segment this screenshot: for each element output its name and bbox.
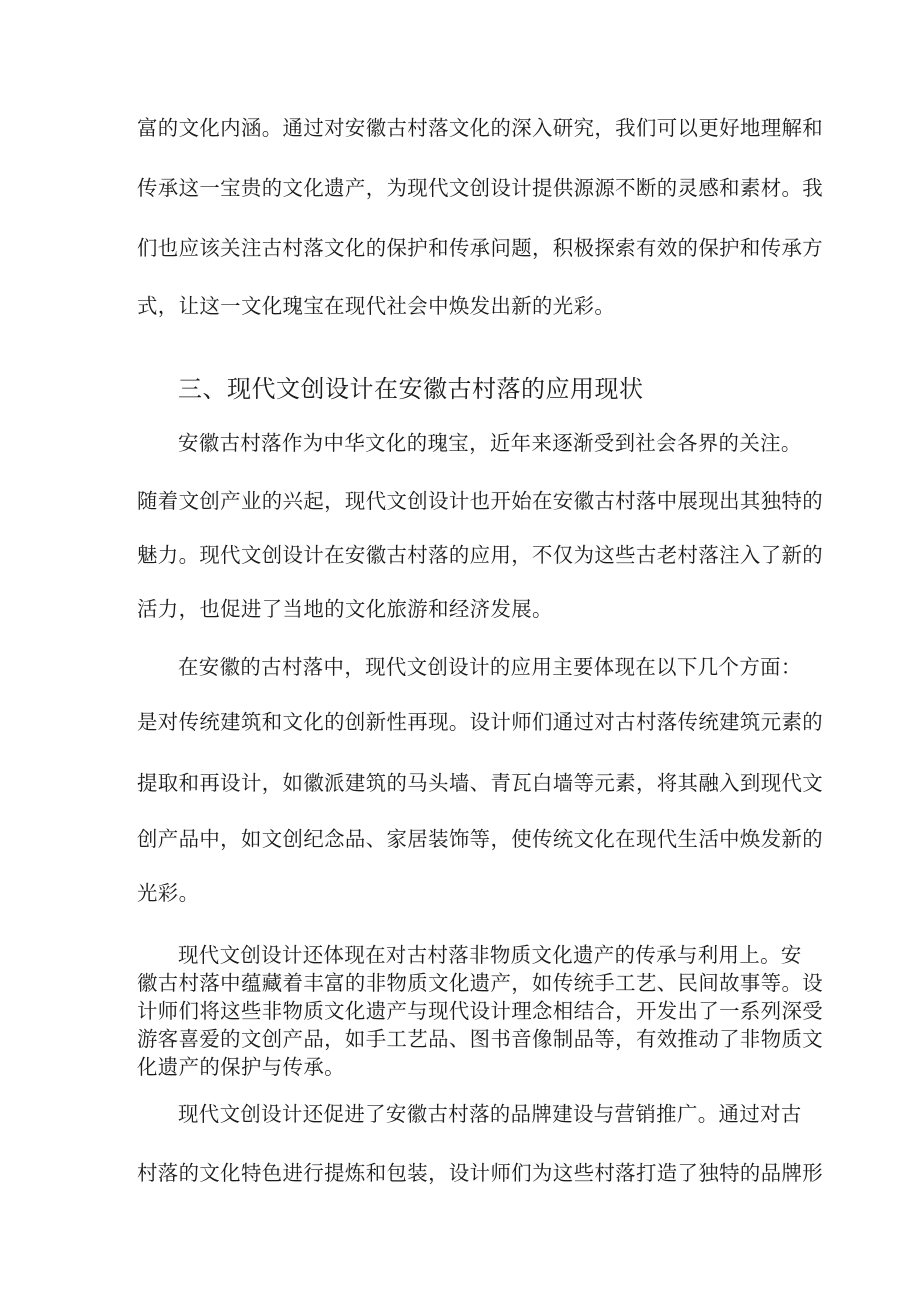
paragraph-line: 富的文化内涵。通过对安徽古村落文化的深入研究，我们可以更好地理解和 bbox=[137, 116, 824, 140]
paragraph-line: 现代文创设计还体现在对古村落非物质文化遗产的传承与利用上。安 bbox=[178, 943, 802, 967]
paragraph-line: 提取和再设计，如徽派建筑的马头墙、青瓦白墙等元素，将其融入到现代文 bbox=[137, 771, 824, 795]
paragraph-line: 安徽古村落作为中华文化的瑰宝，近年来逐渐受到社会各界的关注。 bbox=[178, 431, 802, 455]
paragraph-line: 魅力。现代文创设计在安徽古村落的应用，不仅为这些古老村落注入了新的 bbox=[137, 543, 824, 567]
paragraph-line: 创产品中，如文创纪念品、家居装饰等，使传统文化在现代生活中焕发新的 bbox=[137, 827, 824, 851]
section-heading: 三、现代文创设计在安徽古村落的应用现状 bbox=[178, 375, 644, 403]
paragraph-line: 们也应该关注古村落文化的保护和传承问题，积极探索有效的保护和传承方 bbox=[137, 236, 824, 260]
paragraph-line: 村落的文化特色进行提炼和包装，设计师们为这些村落打造了独特的品牌形 bbox=[137, 1161, 824, 1185]
paragraph-line: 光彩。 bbox=[137, 881, 200, 905]
paragraph-line: 徽古村落中蕴藏着丰富的非物质文化遗产，如传统手工艺、民间故事等。设 bbox=[137, 971, 824, 995]
paragraph-line: 计师们将这些非物质文化遗产与现代设计理念相结合，开发出了一系列深受 bbox=[137, 999, 824, 1023]
paragraph-line: 随着文创产业的兴起，现代文创设计也开始在安徽古村落中展现出其独特的 bbox=[137, 489, 824, 513]
paragraph-line: 是对传统建筑和文化的创新性再现。设计师们通过对古村落传统建筑元素的 bbox=[137, 710, 824, 734]
paragraph-line: 游客喜爱的文创产品，如手工艺品、图书音像制品等，有效推动了非物质文 bbox=[137, 1027, 824, 1051]
paragraph-line: 活力，也促进了当地的文化旅游和经济发展。 bbox=[137, 597, 553, 621]
paragraph-line: 化遗产的保护与传承。 bbox=[137, 1055, 345, 1079]
paragraph-line: 传承这一宝贵的文化遗产，为现代文创设计提供源源不断的灵感和素材。我 bbox=[137, 176, 824, 200]
paragraph-line: 式，让这一文化瑰宝在现代社会中焕发出新的光彩。 bbox=[137, 294, 616, 318]
paragraph-line: 现代文创设计还促进了安徽古村落的品牌建设与营销推广。通过对古 bbox=[178, 1102, 802, 1126]
paragraph-line: 在安徽的古村落中，现代文创设计的应用主要体现在以下几个方面： bbox=[178, 655, 802, 679]
